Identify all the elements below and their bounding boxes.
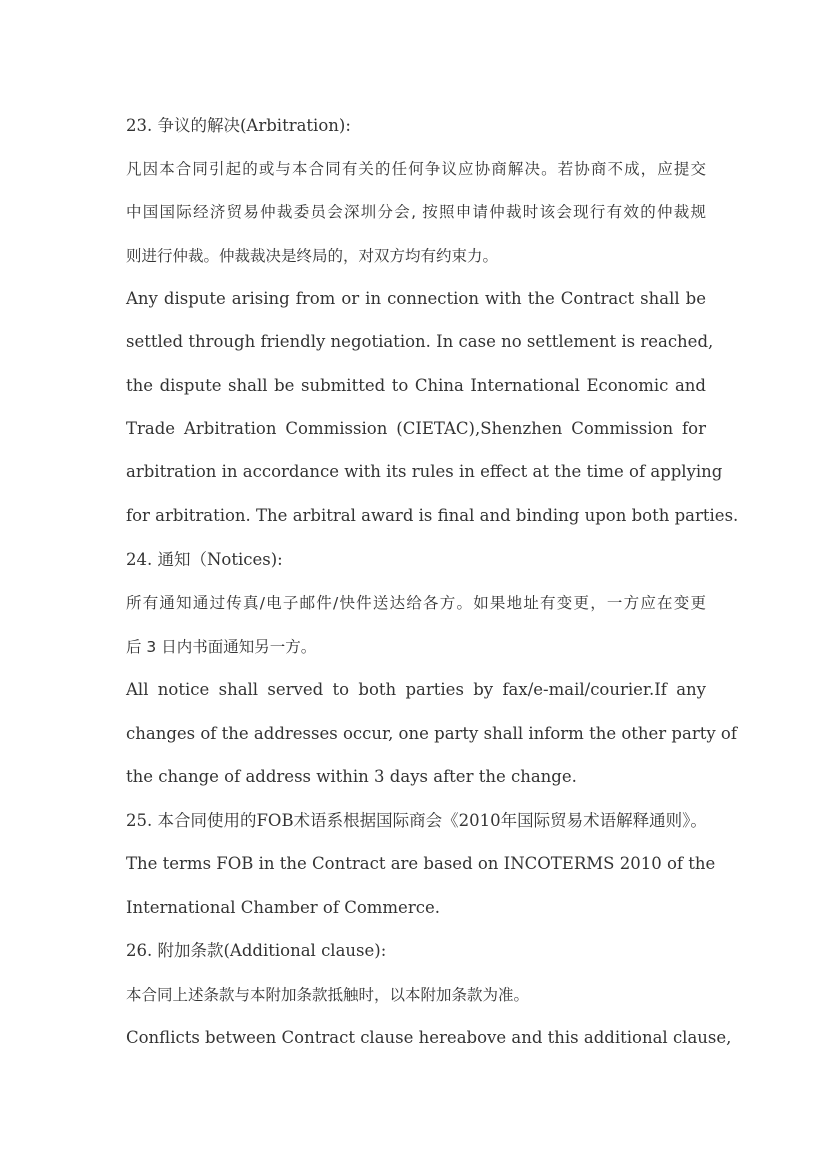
text-line: the dispute shall be submitted to China International Economic and bbox=[126, 376, 706, 395]
text-line: 中国国际经济贸易仲裁委员会深圳分会, 按照申请仲裁时该会现行有效的仲裁规 bbox=[126, 203, 706, 221]
text-line: Conflicts between Contract clause hereabove and this additional clause, bbox=[126, 1028, 732, 1047]
text-line: Trade Arbitration Commission (CIETAC),Shenzhen Commission for bbox=[126, 419, 706, 438]
text-line: changes of the addresses occur, one party shall inform the other party of bbox=[126, 724, 737, 743]
text-line: 凡因本合同引起的或与本合同有关的任何争议应协商解决。若协商不成，应提交 bbox=[126, 160, 706, 178]
text-line: 25. 本合同使用的FOB术语系根据国际商会《2010年国际贸易术语解释通则》。 bbox=[126, 811, 707, 830]
text-line: 所有通知通过传真/电子邮件/快件送达给各方。如果地址有变更，一方应在变更 bbox=[126, 594, 706, 612]
text-line: The terms FOB in the Contract are based on INCOTERMS 2010 of the bbox=[126, 854, 716, 873]
text-line: 本合同上述条款与本附加条款抵触时，以本附加条款为准。 bbox=[126, 986, 530, 1004]
text-line: 26. 附加条款(Additional clause): bbox=[126, 941, 387, 960]
text-line: arbitration in accordance with its rules in effect at the time of applying bbox=[126, 462, 723, 481]
text-line: the change of address within 3 days after the change. bbox=[126, 767, 577, 786]
text-line: All notice shall served to both parties by fax/e-mail/courier.If any bbox=[126, 680, 706, 699]
text-line: settled through friendly negotiation. In case no settlement is reached, bbox=[126, 332, 714, 351]
text-line: International Chamber of Commerce. bbox=[126, 898, 440, 917]
text-line: 23. 争议的解决(Arbitration): bbox=[126, 116, 351, 135]
text-line: 则进行仲裁。仲裁裁决是终局的，对双方均有约束力。 bbox=[126, 247, 499, 265]
text-line: Any dispute arising from or in connection with the Contract shall be bbox=[126, 289, 706, 308]
text-line: 24. 通知（Notices): bbox=[126, 550, 283, 569]
text-line: for arbitration. The arbitral award is final and binding upon both parties. bbox=[126, 506, 739, 525]
text-line: 后 3 日内书面通知另一方。 bbox=[126, 638, 317, 656]
